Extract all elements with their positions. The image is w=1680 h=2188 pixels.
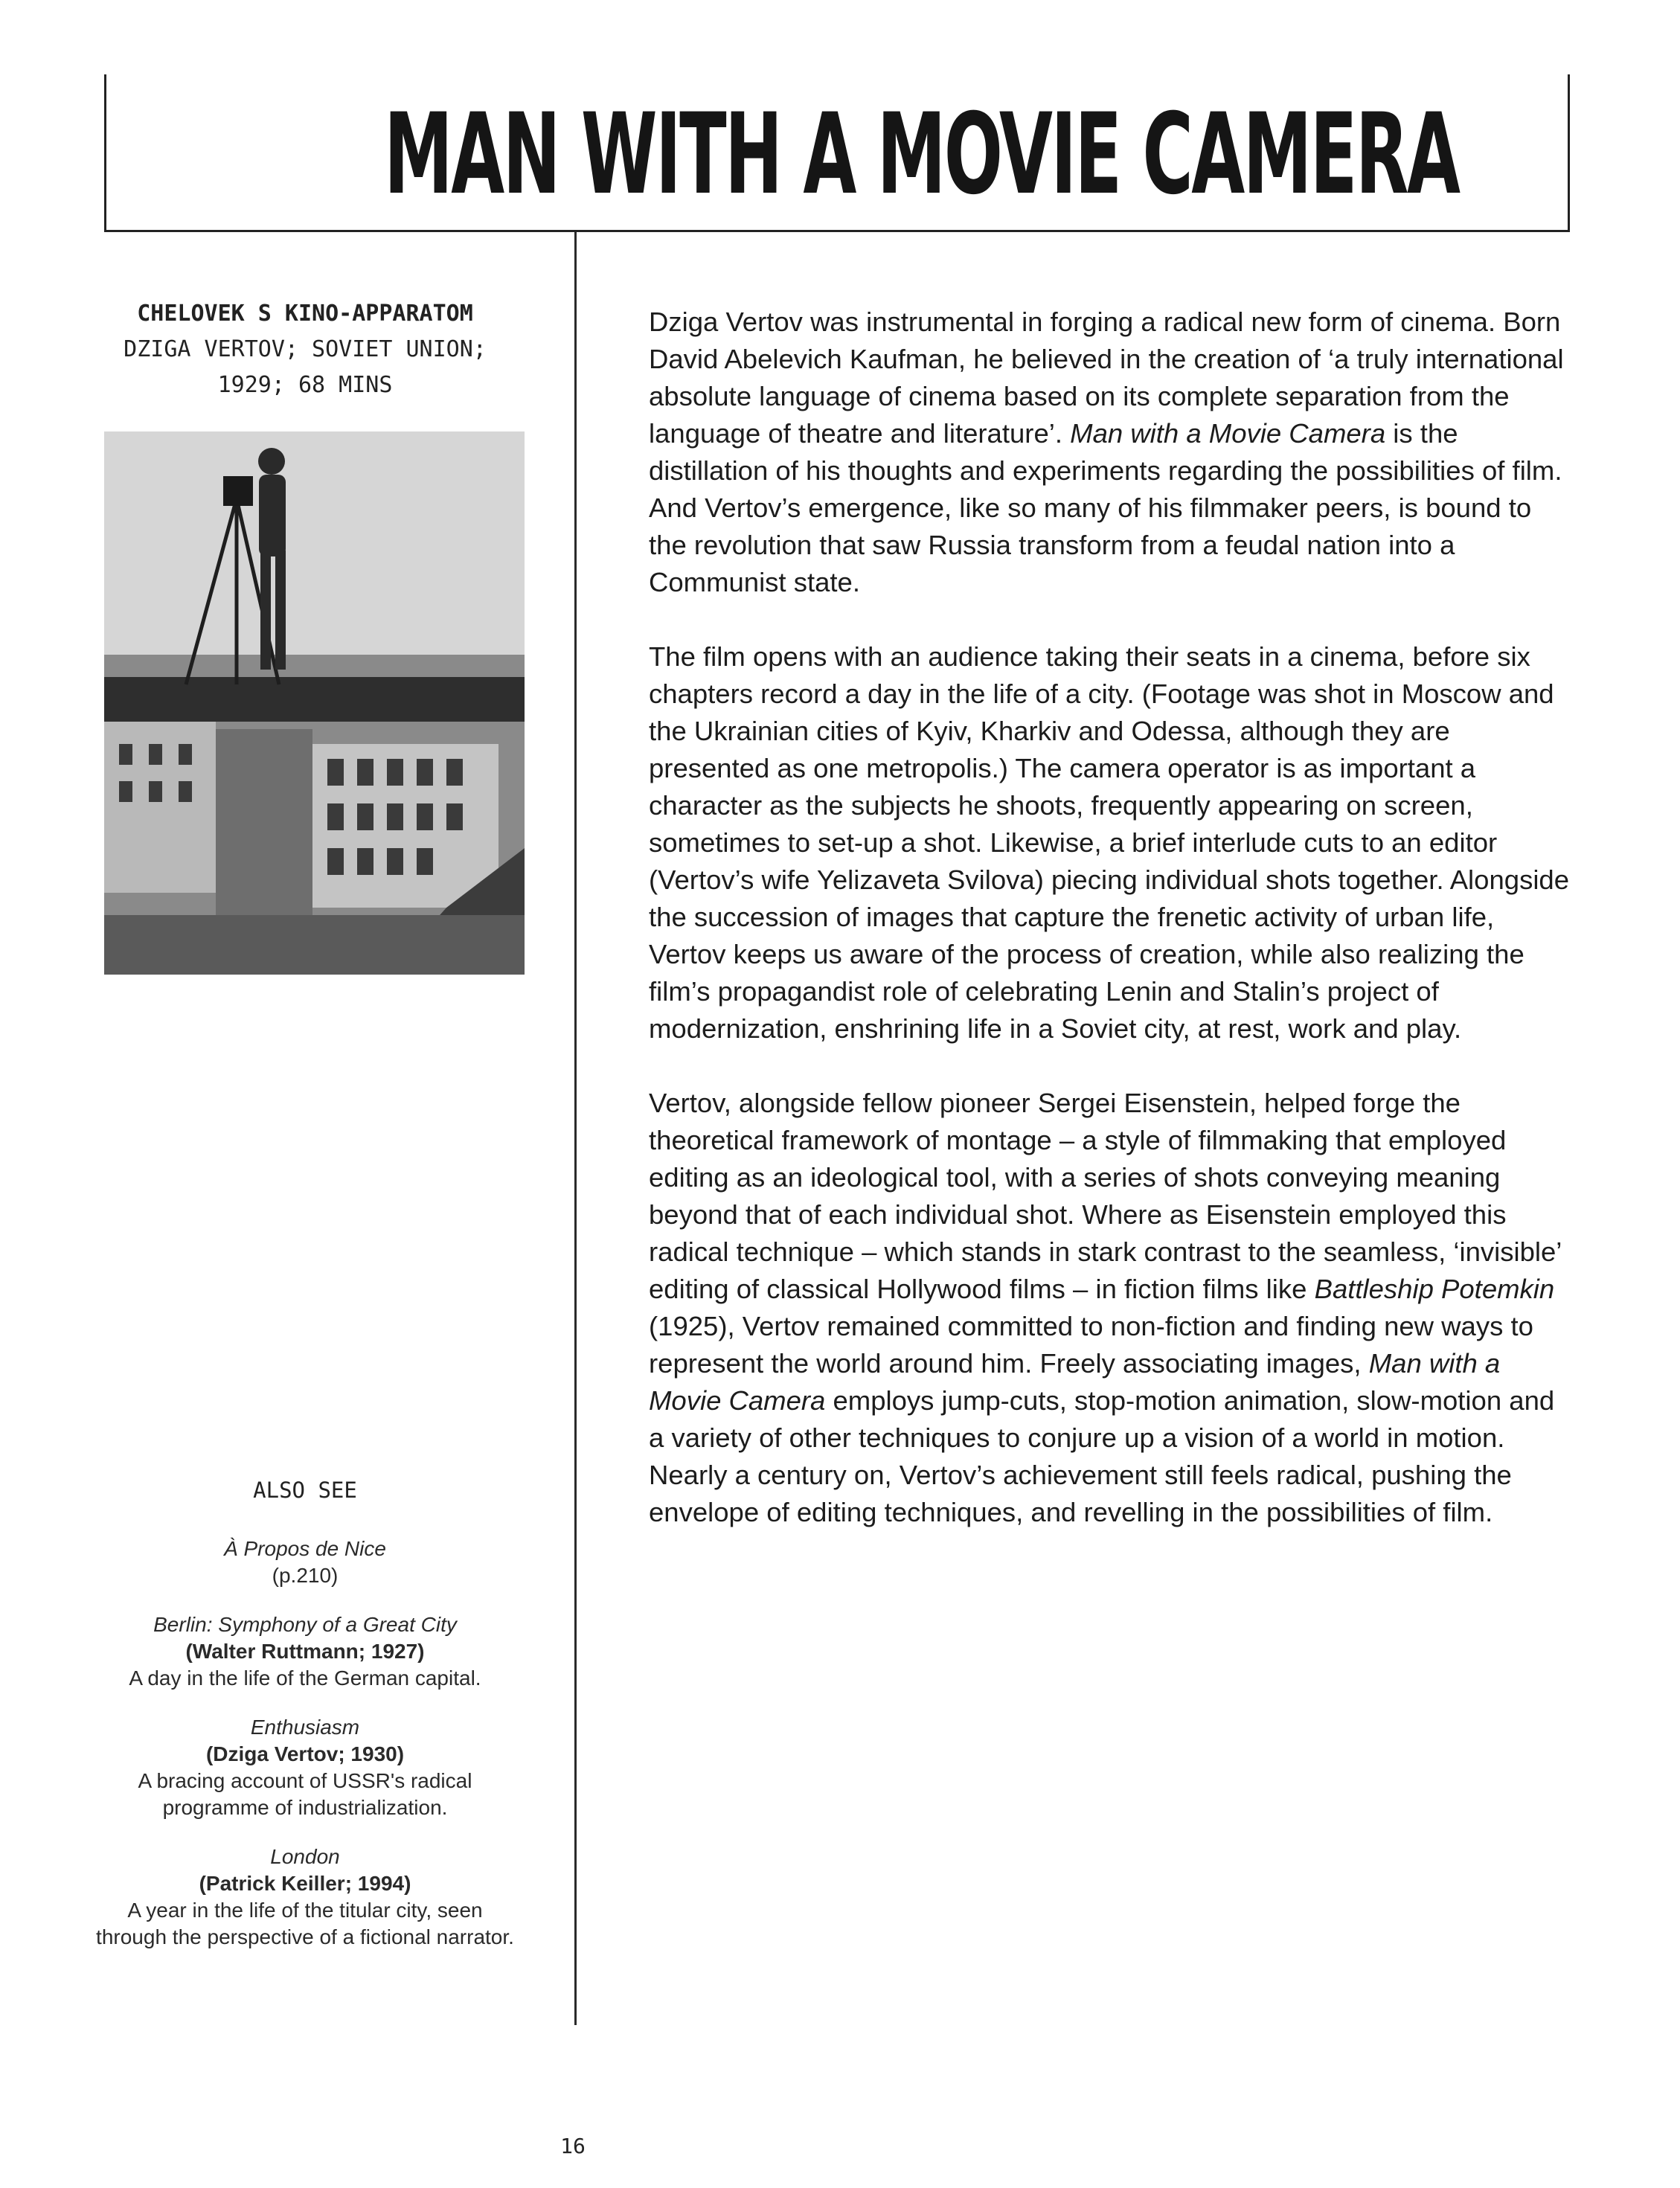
also-see-item-credit: (Patrick Keiller; 1994) bbox=[199, 1872, 411, 1895]
title-box bbox=[104, 74, 1570, 232]
also-see-item bbox=[93, 1536, 517, 1589]
also-see-item-title: À Propos de Nice bbox=[224, 1537, 386, 1560]
also-see-item-desc: A bracing account of USSR's radical programme of industrialization. bbox=[138, 1769, 472, 1819]
film-still-photo bbox=[104, 431, 525, 975]
also-see-item-credit: (Walter Ruttmann; 1927) bbox=[185, 1640, 425, 1663]
also-see-item bbox=[93, 1714, 517, 1821]
also-see-item-page: (p.210) bbox=[272, 1564, 339, 1587]
article-body bbox=[649, 304, 1571, 1568]
also-see-item-title: Enthusiasm bbox=[250, 1716, 360, 1739]
also-see-item bbox=[93, 1611, 517, 1692]
also-see-item bbox=[93, 1844, 517, 1951]
film-info bbox=[104, 296, 506, 403]
also-see-item-title: London bbox=[270, 1845, 340, 1868]
also-see-list bbox=[93, 1536, 517, 1973]
article-p3-film-title: Man with a Movie Camera bbox=[649, 1348, 1501, 1416]
article-p1-text: Dziga Vertov was instrumental in forging a radical new form of cinema. Born David Abelevich Kaufman, he believed in the creation of ‘a truly international absolute language of cinema based on its complete separation from the language of theatre and literature’. bbox=[649, 307, 1564, 449]
article-paragraph-2: The film opens with an audience taking their seats in a cinema, before six chapters record a day in the life of a city. (Footage was shot in Moscow and the Ukrainian cities of Kyiv, Kharkiv and Odessa, although they are presented as one metropolis.) The camera operator is as important a character as the subjects he shoots, frequently appearing on screen, sometimes to set-up a shot. Likewise, a brief interlude cuts to an editor (Vertov’s wife Yelizaveta Svilova) piecing individual shots together. Alongside the succession of images that capture the frenetic activity of urban life, Vertov keeps us aware of the process of creation, while also realizing the film’s propagandist role of celebrating Lenin and Stalin’s project of modernization, enshrining life in a Soviet city, at rest, work and play. bbox=[649, 641, 1570, 1044]
camera bbox=[223, 476, 253, 506]
credits-line-2: 1929; 68 MINS bbox=[217, 372, 393, 398]
article-p1-rest: is the distillation of his thoughts and experiments regarding the possibilities of film. And Vertov’s emergence, like so many of his filmmaker peers, is bound to the revolution that saw Russia transform from a feudal nation into a Communist state. bbox=[649, 418, 1562, 597]
article-p3-text-b: (1925), Vertov remained committed to non-fiction and finding new ways to represent the world around him. Freely associating images, bbox=[649, 1311, 1533, 1379]
column-divider bbox=[574, 232, 577, 2025]
credits-line-1: DZIGA VERTOV; SOVIET UNION; bbox=[124, 336, 487, 362]
also-see-heading: ALSO SEE bbox=[253, 1478, 357, 1503]
also-see-item-desc: A year in the life of the titular city, seen through the perspective of a fictional narrator. bbox=[96, 1899, 514, 1948]
also-see-item-desc: A day in the life of the German capital. bbox=[129, 1666, 481, 1690]
street-below bbox=[104, 915, 525, 975]
article-p1-film-title: Man with a Movie Camera bbox=[1070, 418, 1386, 449]
article-p3-text-c: employs jump-cuts, stop-motion animation, slow-motion and a variety of other techniques to conjure up a vision of a world in motion. Nearly a century on, Vertov’s achievement still feels radical, pushing the envelope of editing techniques, and revelling in the possibilities of film. bbox=[649, 1385, 1555, 1527]
article-p3-film-potemkin: Battleship Potemkin bbox=[1314, 1274, 1555, 1304]
roof-edge bbox=[104, 677, 525, 722]
article-paragraph-1 bbox=[649, 304, 1571, 601]
page-title: MAN WITH A MOVIE CAMERA bbox=[384, 90, 1459, 219]
sky bbox=[104, 431, 525, 677]
page-number: 16 bbox=[560, 2134, 586, 2158]
article-p3-text-a: Vertov, alongside fellow pioneer Sergei Eisenstein, helped forge the theoretical framework of montage – a style of filmmaking that employed editing as an ideological tool, with a series of shots conveying meaning beyond that of each individual shot. Where as Eisenstein employed this radical technique – which stands in stark contrast to the seamless, ‘invisible’ editing of classical Hollywood films – in fiction films like bbox=[649, 1088, 1562, 1304]
also-see-item-title: Berlin: Symphony of a Great City bbox=[153, 1613, 457, 1636]
building-tower bbox=[216, 729, 312, 923]
rooftop-cameraman-illustration bbox=[104, 431, 525, 975]
article-paragraph-3 bbox=[649, 1085, 1571, 1531]
also-see-item-credit: (Dziga Vertov; 1930) bbox=[205, 1742, 405, 1765]
original-title: CHELOVEK S KINO-APPARATOM bbox=[137, 301, 473, 327]
